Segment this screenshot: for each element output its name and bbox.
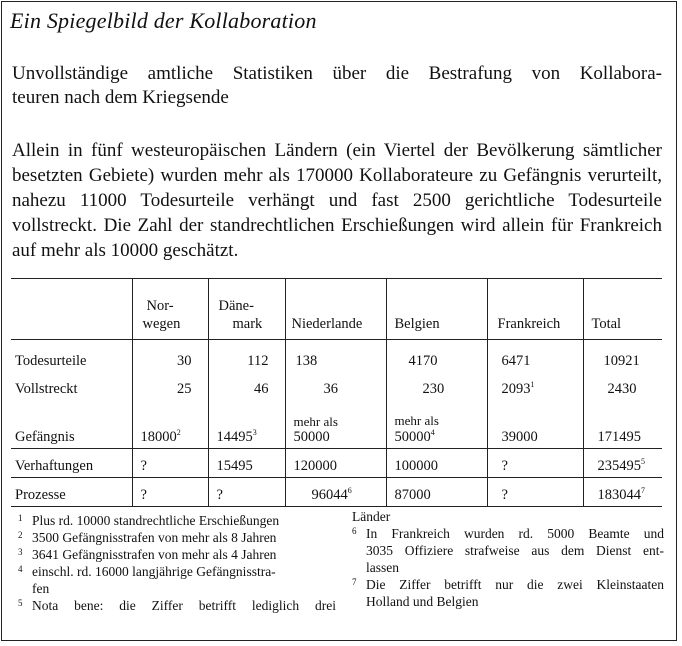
footnote-ref: 3	[252, 428, 257, 437]
cell-belgien: 100000	[386, 449, 487, 478]
table-header-row	[11, 279, 662, 340]
cell-daenemark: 46	[208, 372, 285, 400]
footnote-1	[18, 512, 336, 529]
statistics-table-wrap	[11, 278, 662, 507]
row-label: Gefängnis	[15, 429, 75, 445]
footnote-text: 3641 Gefängnisstrafen von mehr als 4 Jahren	[32, 547, 277, 562]
cell-frankreich: 39000	[487, 400, 583, 449]
footnote-text-line-2: Länder	[352, 509, 391, 524]
footnote-4	[18, 563, 336, 597]
cell-frankreich	[487, 372, 583, 400]
footnote-text-line-1: Nota bene: die Ziffer betrifft lediglich drei	[32, 598, 336, 613]
cell-value: 235495	[597, 458, 641, 474]
header-niederlande: Niederlande	[285, 279, 386, 340]
header-frankreich: Frankreich	[487, 279, 583, 340]
header-total: Total	[583, 279, 662, 340]
table-row-gefaengnis	[11, 400, 662, 449]
cell-total	[583, 449, 662, 478]
footnote-5	[18, 597, 336, 614]
footnote-3	[18, 546, 336, 563]
footnote-ref: 1	[530, 380, 535, 389]
statistics-table	[11, 278, 662, 507]
footnote-ref: 7	[641, 486, 645, 495]
cell-value: 50000	[293, 429, 330, 445]
footnote-text-line-2: Holland und Belgien	[366, 594, 479, 609]
cell-daenemark: 112	[208, 340, 285, 373]
footnotes-left	[18, 512, 336, 614]
header-norwegen-line-2: wegen	[142, 316, 181, 332]
table-row-todesurteile	[11, 340, 662, 373]
footnote-ref: 2	[176, 428, 181, 437]
cell-niederlande: 36	[285, 372, 386, 400]
footnote-2	[18, 529, 336, 546]
row-label: Prozesse	[11, 478, 132, 507]
table-row-vollstreckt	[11, 372, 662, 400]
cell-prefix: mehr als	[394, 413, 439, 428]
cell-total	[583, 478, 662, 507]
subtitle	[12, 62, 662, 110]
cell-total: 2430	[583, 372, 662, 400]
cell-belgien: 4170	[386, 340, 487, 373]
footnote-mark: 5	[18, 598, 23, 608]
footnote-mark: 4	[18, 564, 23, 574]
cell-niederlande: 138	[285, 340, 386, 373]
cell-norwegen: 25	[132, 372, 208, 400]
cell-niederlande	[285, 400, 386, 449]
header-daenemark	[208, 279, 285, 340]
cell-norwegen: ?	[132, 449, 208, 478]
header-belgien: Belgien	[386, 279, 487, 340]
cell-daenemark: ?	[208, 478, 285, 507]
footnote-text-line-1: In Frankreich wurden rd. 5000 Beamte und	[366, 526, 664, 541]
cell-value: 18000	[140, 429, 177, 445]
cell-norwegen: 30	[132, 340, 208, 373]
cell-value: 183044	[597, 487, 641, 503]
subtitle-line-2: teuren nach dem Kriegsende	[12, 87, 229, 108]
footnote-text-line-2: fen	[32, 581, 50, 596]
footnote-ref: 4	[430, 428, 435, 437]
footnote-6	[352, 525, 664, 576]
intro-paragraph: Allein in fünf westeuropäischen Ländern (ein Viertel der Bevölkerung sämtlicher besetzten Gebiete) wurden mehr als 170000 Kollaborateure zu Gefängnis verurteilt, nahezu 11000 Todesurteile verhängt und fast 2500 gerichtliche Todesurteile vollstreckt. Die Zahl der standrechtlichen Erschießungen wird allein für Frankreich auf mehr als 10000 geschätzt.	[12, 140, 662, 261]
footnote-mark: 7	[352, 577, 357, 587]
cell-value: 50000	[394, 429, 431, 445]
footnote-text: Plus rd. 10000 standrechtliche Erschießungen	[32, 513, 280, 528]
footnotes-right	[352, 509, 664, 610]
cell-daenemark	[208, 400, 285, 449]
footnote-text-line-1: einschl. rd. 16000 langjährige Gefängnisstra-	[32, 564, 276, 579]
cell-niederlande	[285, 478, 386, 507]
cell-belgien: 230	[386, 372, 487, 400]
cell-value: 2093	[501, 381, 531, 397]
footnote-text-line-1: Die Ziffer betrifft nur die zwei Kleinstaaten	[366, 577, 664, 592]
cell-prefix: mehr als	[293, 414, 338, 429]
footnote-ref: 6	[347, 486, 352, 495]
cell-value: 14495	[216, 429, 253, 445]
cell-total: 171495	[583, 400, 662, 449]
header-daenemark-line-2: mark	[232, 316, 263, 332]
footnote-7	[352, 576, 664, 610]
footnote-5-continued	[352, 508, 664, 525]
footnote-text-line-2: 3035 Offiziere strafweise aus dem Dienst ent-	[366, 543, 664, 558]
cell-belgien	[386, 400, 487, 449]
header-empty	[11, 279, 132, 340]
row-label: Todesurteile	[15, 353, 87, 369]
row-label: Verhaftungen	[11, 449, 132, 478]
page-title: Ein Spiegelbild der Kollaboration	[10, 8, 317, 33]
cell-daenemark: 15495	[208, 449, 285, 478]
row-label: Vollstreckt	[15, 381, 78, 397]
cell-belgien: 87000	[386, 478, 487, 507]
cell-norwegen	[132, 400, 208, 449]
cell-niederlande: 120000	[285, 449, 386, 478]
cell-frankreich: ?	[487, 449, 583, 478]
subtitle-line-1: Unvollständige amtliche Statistiken über die Bestrafung von Kollabora-	[12, 63, 662, 84]
footnote-text-line-3: lassen	[366, 560, 399, 575]
header-norwegen	[132, 279, 208, 340]
footnote-mark: 1	[18, 513, 23, 523]
footnote-mark: 6	[352, 526, 357, 536]
header-norwegen-line-1: Nor-	[146, 298, 174, 314]
header-daenemark-line-1: Däne-	[218, 298, 254, 314]
footnote-ref: 5	[641, 457, 645, 466]
cell-norwegen: ?	[132, 478, 208, 507]
footnote-mark: 3	[18, 547, 23, 557]
cell-frankreich: ?	[487, 478, 583, 507]
table-row-prozesse	[11, 478, 662, 507]
cell-total: 10921	[583, 340, 662, 373]
footnote-mark: 2	[18, 530, 23, 540]
table-row-verhaftungen	[11, 449, 662, 478]
cell-frankreich: 6471	[487, 340, 583, 373]
footnote-text: 3500 Gefängnisstrafen von mehr als 8 Jahren	[32, 530, 277, 545]
cell-value: 96044	[311, 487, 348, 503]
